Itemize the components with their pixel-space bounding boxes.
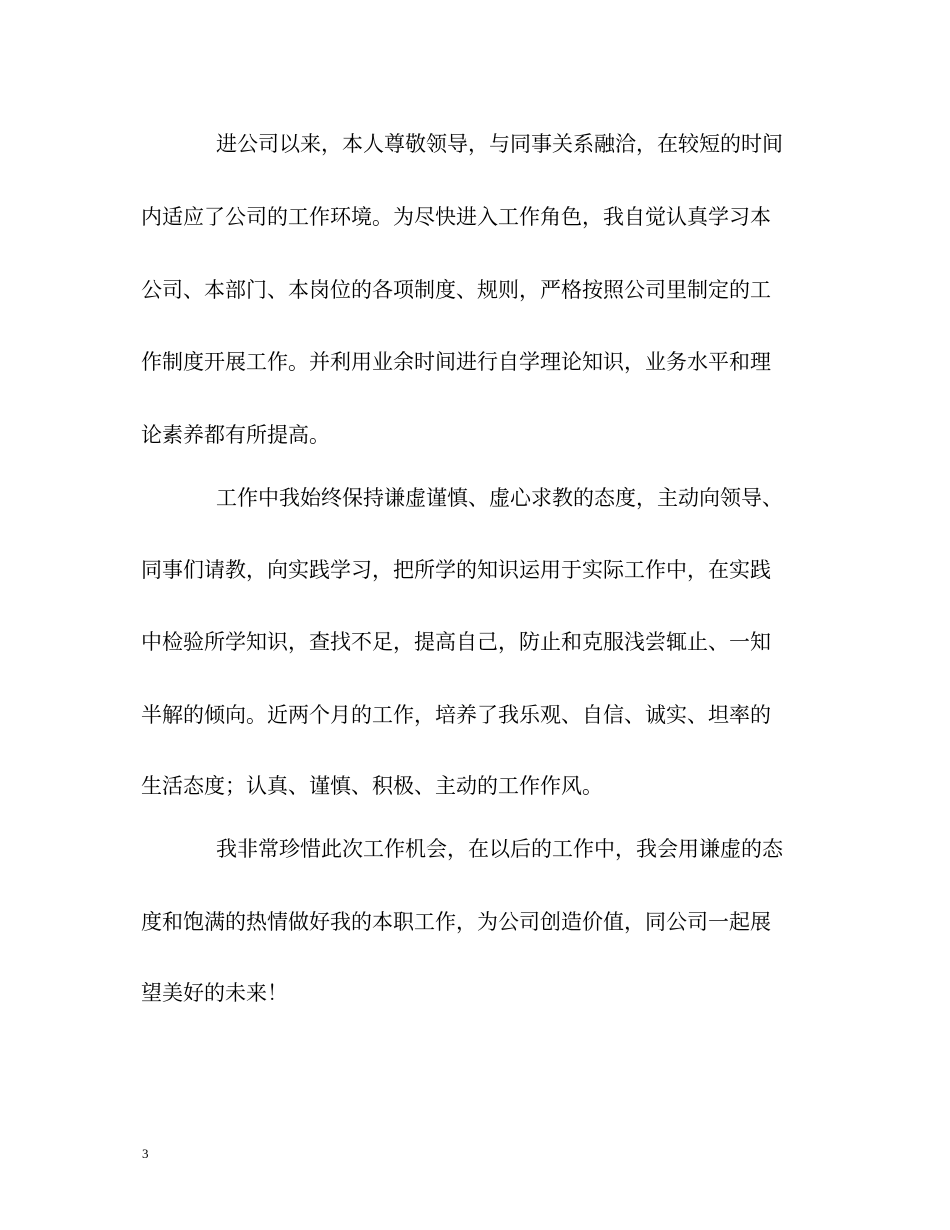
paragraph-1-line-2: 内适应了公司的工作环境。为尽快进入工作角色，我自觉认真学习本 — [141, 205, 771, 229]
paragraph-1-line-4: 作制度开展工作。并利用业余时间进行自学理论知识，业务水平和理 — [141, 350, 771, 374]
paragraph-1-line-5: 论素养都有所提高。 — [141, 423, 330, 447]
paragraph-2-line-4: 半解的倾向。近两个月的工作，培养了我乐观、自信、诚实、坦率的 — [141, 703, 771, 727]
paragraph-3-line-2: 度和饱满的热情做好我的本职工作，为公司创造价值，同公司一起展 — [141, 910, 771, 934]
paragraph-3-line-1: 我非常珍惜此次工作机会，在以后的工作中，我会用谦虚的态 — [216, 837, 783, 861]
paragraph-2-line-5: 生活态度；认真、谨慎、积极、主动的工作作风。 — [141, 774, 603, 798]
paragraph-1-line-3: 公司、本部门、本岗位的各项制度、规则，严格按照公司里制定的工 — [141, 278, 771, 302]
paragraph-2-line-3: 中检验所学知识，查找不足，提高自己，防止和克服浅尝辄止、一知 — [141, 630, 771, 654]
paragraph-3-line-3: 望美好的未来！ — [141, 981, 288, 1005]
paragraph-2-line-2: 同事们请教，向实践学习，把所学的知识运用于实际工作中，在实践 — [141, 558, 771, 582]
page-number: 3 — [142, 1146, 149, 1161]
paragraph-1-line-1: 进公司以来，本人尊敬领导，与同事关系融洽，在较短的时间 — [216, 132, 783, 156]
paragraph-2-line-1: 工作中我始终保持谦虚谨慎、虚心求教的态度，主动向领导、 — [216, 486, 783, 510]
